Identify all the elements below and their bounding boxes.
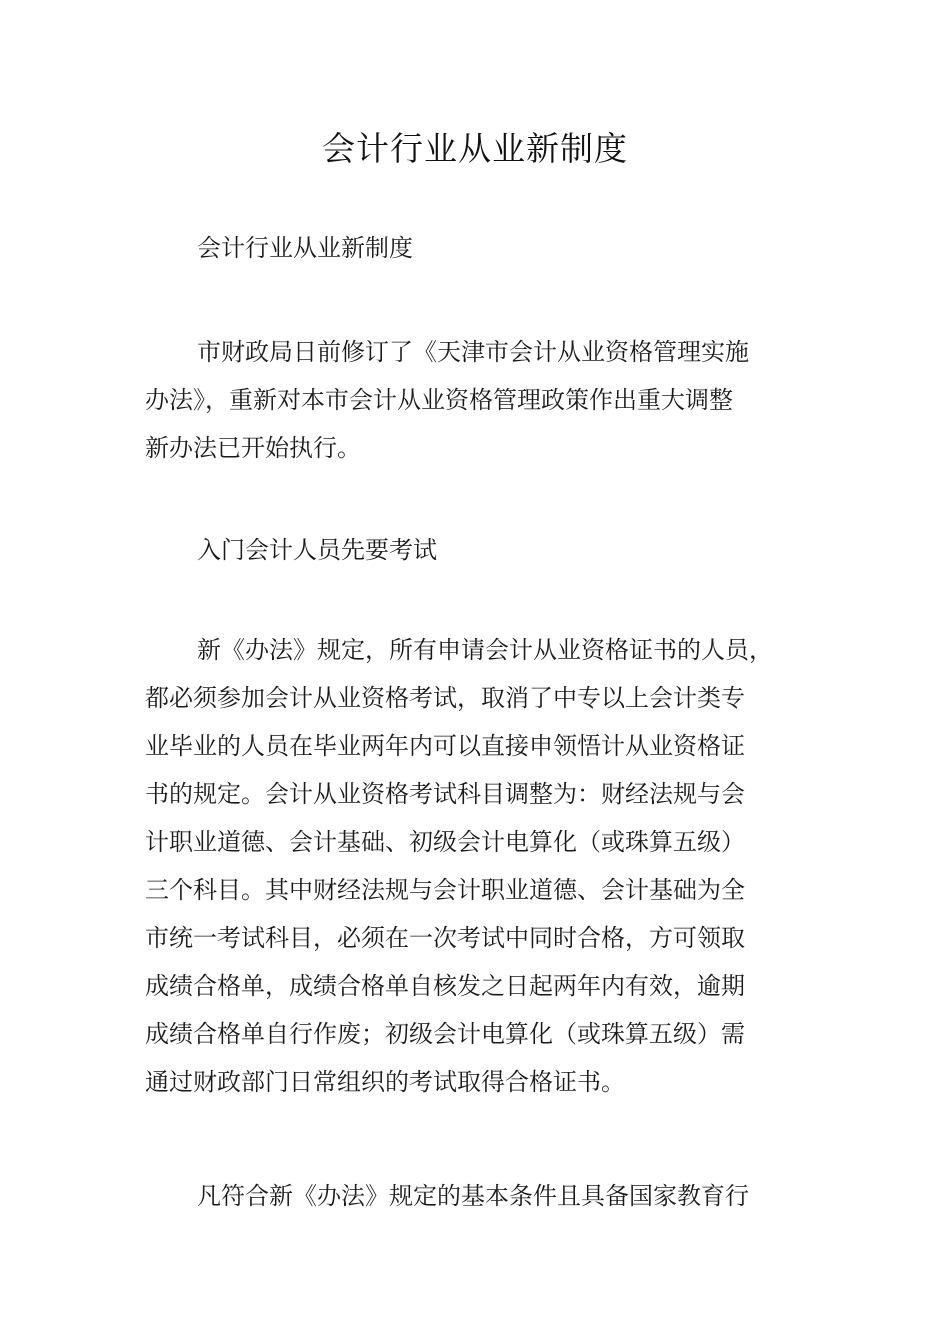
- paragraph-intro: 市财政局日前修订了《天津市会计从业资格管理实施 办法》，重新对本市会计从业资格管理政策作出重大调整 新办法已开始执行。: [145, 338, 749, 462]
- document-subtitle: 会计行业从业新制度: [197, 234, 413, 262]
- document-title: 会计行业从业新制度: [322, 129, 628, 168]
- section-heading: 入门会计人员先要考试: [197, 536, 437, 564]
- paragraph-rules: 新《办法》规定，所有申请会计从业资格证书的人员， 都必须参加会计从业资格考试，取消了中专以上会计类专 业毕业的人员在毕业两年内可以直接申领悟计从业资格证 书的规定。会计从业资格考试科目调整为：财经法规与会 计职业道德、会计基础、初级会计电算化（或珠算五级） 三个科目。其中财经法规与会计职业道德、会计基础为全 市统一考试科目，必须在一次考试中同时合格，方可领取 成绩合格单，成绩合格单自核发之日起两年内有效，逾期 成绩合格单自行作废；初级会计电算化（或珠算五级）需 通过财政部门日常组织的考试取得合格证书。: [145, 636, 773, 1096]
- paragraph-continuation: 凡符合新《办法》规定的基本条件且具备国家教育行: [197, 1182, 749, 1210]
